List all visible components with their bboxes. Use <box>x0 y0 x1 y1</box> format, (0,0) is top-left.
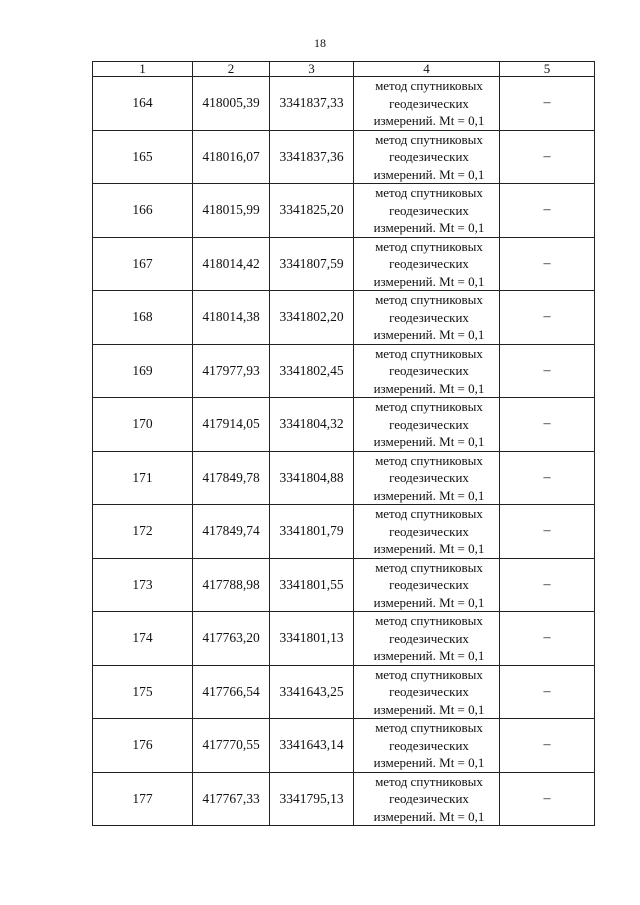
y-coordinate-cell: 3341804,88 <box>270 451 354 505</box>
point-number-cell: 168 <box>93 291 193 345</box>
note-cell: – <box>500 612 595 666</box>
header-col-5: 5 <box>500 62 595 77</box>
y-coordinate-cell: 3341643,25 <box>270 665 354 719</box>
page-number: 18 <box>314 36 326 50</box>
y-coordinate-cell: 3341837,33 <box>270 77 354 131</box>
x-coordinate-cell: 417763,20 <box>193 612 270 666</box>
note-cell: – <box>500 451 595 505</box>
note-cell: – <box>500 772 595 826</box>
method-cell: метод спутниковых геодезических измерений. Mt = 0,1 <box>354 772 500 826</box>
point-number-cell: 165 <box>93 130 193 184</box>
coordinates-table <box>92 61 595 826</box>
x-coordinate-cell: 417766,54 <box>193 665 270 719</box>
method-cell: метод спутниковых геодезических измерений. Mt = 0,1 <box>354 184 500 238</box>
table-row <box>93 612 595 666</box>
y-coordinate-cell: 3341802,45 <box>270 344 354 398</box>
header-col-1: 1 <box>93 62 193 77</box>
point-number-cell: 176 <box>93 719 193 773</box>
table-row <box>93 344 595 398</box>
table-row <box>93 719 595 773</box>
method-cell: метод спутниковых геодезических измерений. Mt = 0,1 <box>354 505 500 559</box>
y-coordinate-cell: 3341825,20 <box>270 184 354 238</box>
y-coordinate-cell: 3341801,13 <box>270 612 354 666</box>
table-row <box>93 184 595 238</box>
y-coordinate-cell: 3341837,36 <box>270 130 354 184</box>
table-row <box>93 237 595 291</box>
method-cell: метод спутниковых геодезических измерений. Mt = 0,1 <box>354 77 500 131</box>
method-cell: метод спутниковых геодезических измерений. Mt = 0,1 <box>354 291 500 345</box>
x-coordinate-cell: 418005,39 <box>193 77 270 131</box>
table-body <box>93 77 595 826</box>
table-row <box>93 558 595 612</box>
point-number-cell: 174 <box>93 612 193 666</box>
header-row <box>93 62 595 77</box>
table-row <box>93 130 595 184</box>
y-coordinate-cell: 3341795,13 <box>270 772 354 826</box>
note-cell: – <box>500 398 595 452</box>
table-row <box>93 398 595 452</box>
note-cell: – <box>500 291 595 345</box>
method-cell: метод спутниковых геодезических измерений. Mt = 0,1 <box>354 398 500 452</box>
x-coordinate-cell: 418014,38 <box>193 291 270 345</box>
x-coordinate-cell: 417788,98 <box>193 558 270 612</box>
method-cell: метод спутниковых геодезических измерений. Mt = 0,1 <box>354 344 500 398</box>
note-cell: – <box>500 77 595 131</box>
y-coordinate-cell: 3341802,20 <box>270 291 354 345</box>
method-cell: метод спутниковых геодезических измерений. Mt = 0,1 <box>354 237 500 291</box>
table-row <box>93 291 595 345</box>
y-coordinate-cell: 3341807,59 <box>270 237 354 291</box>
point-number-cell: 171 <box>93 451 193 505</box>
y-coordinate-cell: 3341643,14 <box>270 719 354 773</box>
x-coordinate-cell: 417770,55 <box>193 719 270 773</box>
point-number-cell: 164 <box>93 77 193 131</box>
note-cell: – <box>500 184 595 238</box>
note-cell: – <box>500 130 595 184</box>
method-cell: метод спутниковых геодезических измерений. Mt = 0,1 <box>354 719 500 773</box>
y-coordinate-cell: 3341801,79 <box>270 505 354 559</box>
y-coordinate-cell: 3341801,55 <box>270 558 354 612</box>
note-cell: – <box>500 344 595 398</box>
table-row <box>93 772 595 826</box>
point-number-cell: 169 <box>93 344 193 398</box>
note-cell: – <box>500 558 595 612</box>
table-header <box>93 62 595 77</box>
method-cell: метод спутниковых геодезических измерений. Mt = 0,1 <box>354 451 500 505</box>
x-coordinate-cell: 418015,99 <box>193 184 270 238</box>
x-coordinate-cell: 417767,33 <box>193 772 270 826</box>
method-cell: метод спутниковых геодезических измерений. Mt = 0,1 <box>354 130 500 184</box>
method-cell: метод спутниковых геодезических измерений. Mt = 0,1 <box>354 612 500 666</box>
header-col-4: 4 <box>354 62 500 77</box>
table-row <box>93 451 595 505</box>
x-coordinate-cell: 418016,07 <box>193 130 270 184</box>
method-cell: метод спутниковых геодезических измерений. Mt = 0,1 <box>354 558 500 612</box>
y-coordinate-cell: 3341804,32 <box>270 398 354 452</box>
note-cell: – <box>500 719 595 773</box>
table-row <box>93 505 595 559</box>
header-col-3: 3 <box>270 62 354 77</box>
point-number-cell: 173 <box>93 558 193 612</box>
point-number-cell: 167 <box>93 237 193 291</box>
table-row <box>93 77 595 131</box>
x-coordinate-cell: 417849,78 <box>193 451 270 505</box>
x-coordinate-cell: 417849,74 <box>193 505 270 559</box>
table-row <box>93 665 595 719</box>
x-coordinate-cell: 418014,42 <box>193 237 270 291</box>
x-coordinate-cell: 417914,05 <box>193 398 270 452</box>
note-cell: – <box>500 237 595 291</box>
note-cell: – <box>500 665 595 719</box>
method-cell: метод спутниковых геодезических измерений. Mt = 0,1 <box>354 665 500 719</box>
point-number-cell: 166 <box>93 184 193 238</box>
point-number-cell: 172 <box>93 505 193 559</box>
header-col-2: 2 <box>193 62 270 77</box>
x-coordinate-cell: 417977,93 <box>193 344 270 398</box>
point-number-cell: 175 <box>93 665 193 719</box>
note-cell: – <box>500 505 595 559</box>
point-number-cell: 170 <box>93 398 193 452</box>
point-number-cell: 177 <box>93 772 193 826</box>
